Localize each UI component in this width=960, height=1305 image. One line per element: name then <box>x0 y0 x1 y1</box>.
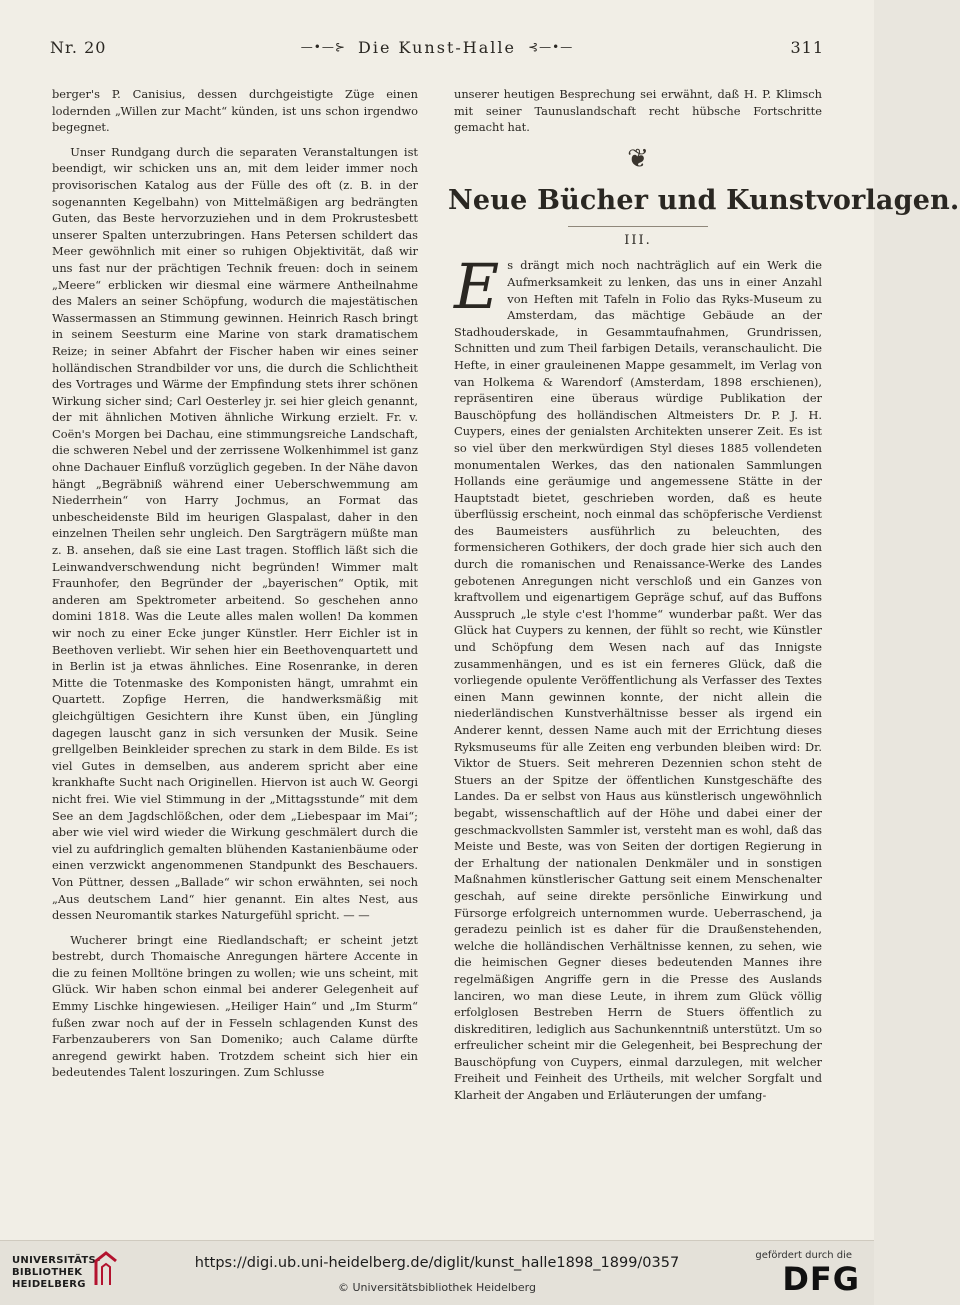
journal-title: Die Kunst-Halle <box>358 38 516 57</box>
paragraph: Unser Rundgang durch die separaten Veranstaltungen ist beendigt, wir schicken uns an, mit dem leider immer noch provisorischen Katalog aus der Fülle des oft (z. B. in der sogenannten Kegelbahn) von Mittelmäßigen arg bedrängten Guten, das Beste hervorzuziehen und in dem Prokrustesbett unserer Spalten unterzubringen. Hans Petersen schildert das Meer gewöhnlich mit einer so ruhigen Objektivität, daß wir uns fast nur der prächtigen Technik freuen: doch in seinem „Meere“ erblicken wir diesmal eine wärmere Antheilnahme des Malers an seiner Schöpfung, wodurch die majestätischen Wassermassen an Stimmung gewinnen. Heinrich Rasch bringt in seinem Seesturm eine Marine von stark dramatischem Reize; in seiner Abfahrt der Fischer haben wir eines seiner holländischen Strandbilder vor uns, die durch die Schlichtheit des Vortrages und Wärme der Empfindung stets ihrer schönen Wirkung sicher sind; Carl Oesterley jr. sei hier gleich genannt, der mit ähnlichen Motiven ähnliche Wirkung erzielt. Fr. v. Coën's Morgen bei Dachau, eine stimmungsreiche Landschaft, die schweren Nebel und der zerrissene Wolkenhimmel ist ganz ohne Dachauer Einfluß vorzüglich gegeben. In der Nähe davon hängt „Begräbniß während einer Ueberschwemmung am Niederrhein“ von Harry Jochmus, an Format das unbescheidenste Bild im heurigen Glaspalast, daher in den einzelnen Theilen sehr ungleich. Den Sargträgern müßte man z. B. ansehen, daß sie eine Last tragen. Stofflich läßt sich die Leinwandverschwendung nicht begründen! Wimmer malt Fraunhofer, den Begründer der „bayerischen“ Optik, mit anderen am Spektrometer arbeitend. So geschehen anno domini 1818. Was die Leute alles malen wollen! Da kommen wir noch zu einer Ecke junger Künstler. Herr Eichler ist in Beethoven verliebt. Wir sehen hier ein Beethovenquartett und in Berlin ist ja etwas ähnliches. Eine Rosenranke, in deren Mitte die Totenmaske des Komponisten hängt, umrahmt ein Quartett. Zopfige Herren, die handwerksmäßig mit gleichgültigen Gesichtern ihre Kunst üben, ein Jüngling dagegen lauscht ganz in sich versunken der Musik. Seine grellgelben Beinkleider sprechen zu stark in dem Bilde. Es ist viel Gutes in demselben, aus anderem spricht aber eine krankhafte Sucht nach Originellen. Hiervon ist auch W. Georgi nicht frei. Wie viel Stimmung in der „Mittagsstunde“ mit dem See an dem Jagdschlößchen, oder dem „Liebespaar im Mai“; aber wie viel wird wieder die Wirkung geschmälert durch die viel zu aufdringlich gemalten blühenden Kastanienbäume oder einen verzwickt angenommenen Standpunkt des Beschauers. Von Püttner, dessen „Ballade“ wir schon erwähnten, sei noch „Aus deutschem Land“ hier genannt. Ein altes Nest, aus dessen Neuromantik starkes Naturgefühl spricht. — — <box>52 144 418 923</box>
journal-title-line <box>50 38 824 57</box>
issue-number: Nr. 20 <box>50 38 107 57</box>
copyright-notice: © Universitätsbibliothek Heidelberg <box>337 1281 536 1294</box>
page-number: 311 <box>790 38 824 57</box>
ornament-left-icon: —•—⊱ <box>300 40 346 54</box>
paragraph: Wucherer bringt eine Riedlandschaft; er scheint jetzt bestrebt, durch Thomaische Anregungen härtere Accente in die zu feinen Molltöne bringen zu wollen; wie uns scheint, mit Glück. Wir haben schon einmal bei anderer Gelegenheit auf Emmy Lischke hingewiesen. „Heiliger Hain“ und „Im Sturm“ fußen zwar noch auf der in Fesseln schlagenden Kunst des Farbenzauberers von San Domeniko; auch Calame dürfte anregend gewirkt haben. Trotzdem scheint sich hier ein bedeutendes Talent loszuringen. Zum Schlusse <box>52 932 418 1080</box>
running-head <box>50 36 824 60</box>
dfg-logo: DFG <box>782 1260 860 1298</box>
ornament-right-icon: ⊰—•— <box>528 40 574 54</box>
funder-label: gefördert durch die <box>755 1250 852 1261</box>
paragraph: berger's P. Canisius, dessen durchgeistigte Züge einen lodernden „Willen zur Macht“ künden, ist uns schon irgendwo begegnet. <box>52 87 418 135</box>
divider <box>568 226 708 227</box>
section-title: Neue Bücher und Kunstvorlagen. <box>448 184 960 216</box>
right-column <box>448 86 960 1104</box>
drop-cap: E <box>454 250 500 324</box>
left-column <box>52 86 418 1081</box>
paragraph: unserer heutigen Besprechung sei erwähnt, daß H. P. Klimsch mit seiner Taunuslandschaft recht hübsche Fortschritte gemacht hat. <box>454 87 822 135</box>
viewer-footer <box>0 1240 874 1305</box>
article-body <box>454 250 822 1103</box>
section-number: III. <box>624 232 652 248</box>
article-text: s drängt mich noch nachträglich auf ein Werk die Aufmerksamkeit zu lenken, das uns in einer Anzahl von Heften mit Tafeln in Folio das Ryks-Museum zu Amsterdam, das mächtige Gebäude an der Stadhouderskade, in Gesammtaufnahmen, Grundrissen, Schnitten und zum Theil farbigen Details, veranschaulicht. Die Hefte, in einer grauleinenen Mappe gesammelt, im Verlag von van Holkema & Warendorf (Amsterdam, 1898 erschienen), repräsentiren eine überaus würdige Publikation der Bauschöpfung des holländischen Altmeisters Dr. P. J. H. Cuypers, eines der genialsten Architekten unserer Zeit. Es ist so viel über den merkwürdigen Styl dieses 1885 vollendeten monumentalen Werkes, das den nationalen Sammlungen Hollands eine geräumige und angemessene Stätte in der Hauptstadt bietet, geschrieben worden, daß es heute überflüssig erscheint, noch einmal das schöpferische Verdienst des Baumeisters ausführlich zu beleuchten, des formensicheren Gothikers, der doch grade hier sich auch den durch die romanischen und Renaissance-Werke des Landes gebotenen Anregungen nicht verschloß und ein Ganzes von kraftvollem und eigenartigem Gepräge schuf, auf das Buffons Ausspruch „le style c'est l'homme“ wunderbar paßt. Wer das Glück hat Cuypers zu kennen, der fühlt so recht, wie Künstler und Schöpfung dem Wesen nach auf das Innigste zusammenhängen, und es ist ein ferneres Glück, daß die vorliegende opulente Veröffentlichung als Verfasser des Textes einen Mann gewinnen konnte, der nicht allein die niederländischen Kunstverhältnisse besser als irgend ein Anderer kennt, dessen Name auch mit der Errichtung dieses Ryksmuseums für alle Zeiten eng verbunden bleiben wird: Dr. Viktor de Stuers. Seit mehreren Dezennien schon steht de Stuers an der Spitze der öffentlichen Kunstgeschäfte des Landes. Da er selbst von Haus aus künstlerisch ungewöhnlich begabt, wissenschaftlich auf der Höhe und dabei einer der geschmackvollsten Sammler ist, versteht man es wohl, daß das Meiste und Beste, was von Seiten der dortigen Regierung in der Erhaltung der nationalen Denkmäler und in sonstigen Maßnahmen künstlerischer Gattung seit einem Menschenalter geschah, auf seine direkte persönliche Einwirkung und Fürsorge erfolgreich unternommen wurde. Ueberraschend, ja geradezu peinlich ist es daher für die Draußenstehenden, welche die holländischen Verhältnisse kennen, zu sehen, wie die heimischen Gegner dieses bedeutenden Mannes ihre regelmäßigen Angriffe gern in die Presse des Auslands lanciren, wo man diese Leute, in ihrem zum Glück völlig erfolglosen Bestreben Herrn de Stuers öffentlich zu diskreditiren, lediglich aus Sachunkenntniß unterstützt. Um so erfreulicher scheint mir die Gelegenheit, bei Besprechung der Bauschöpfung von Cuypers, einmal darzulegen, mit welcher Freiheit und Feinheit des Urtheils, mit welcher Sorgfalt und Klarheit der Angaben und Erläuterungen der umfang- <box>454 258 822 1103</box>
library-logo-text: UNIVERSITÄTS- BIBLIOTHEK HEIDELBERG <box>12 1255 101 1290</box>
floret-ornament-icon: ❦ <box>627 143 649 174</box>
permalink-url[interactable]: https://digi.ub.uni-heidelberg.de/diglit/kunst_halle1898_1899/0357 <box>194 1255 680 1271</box>
